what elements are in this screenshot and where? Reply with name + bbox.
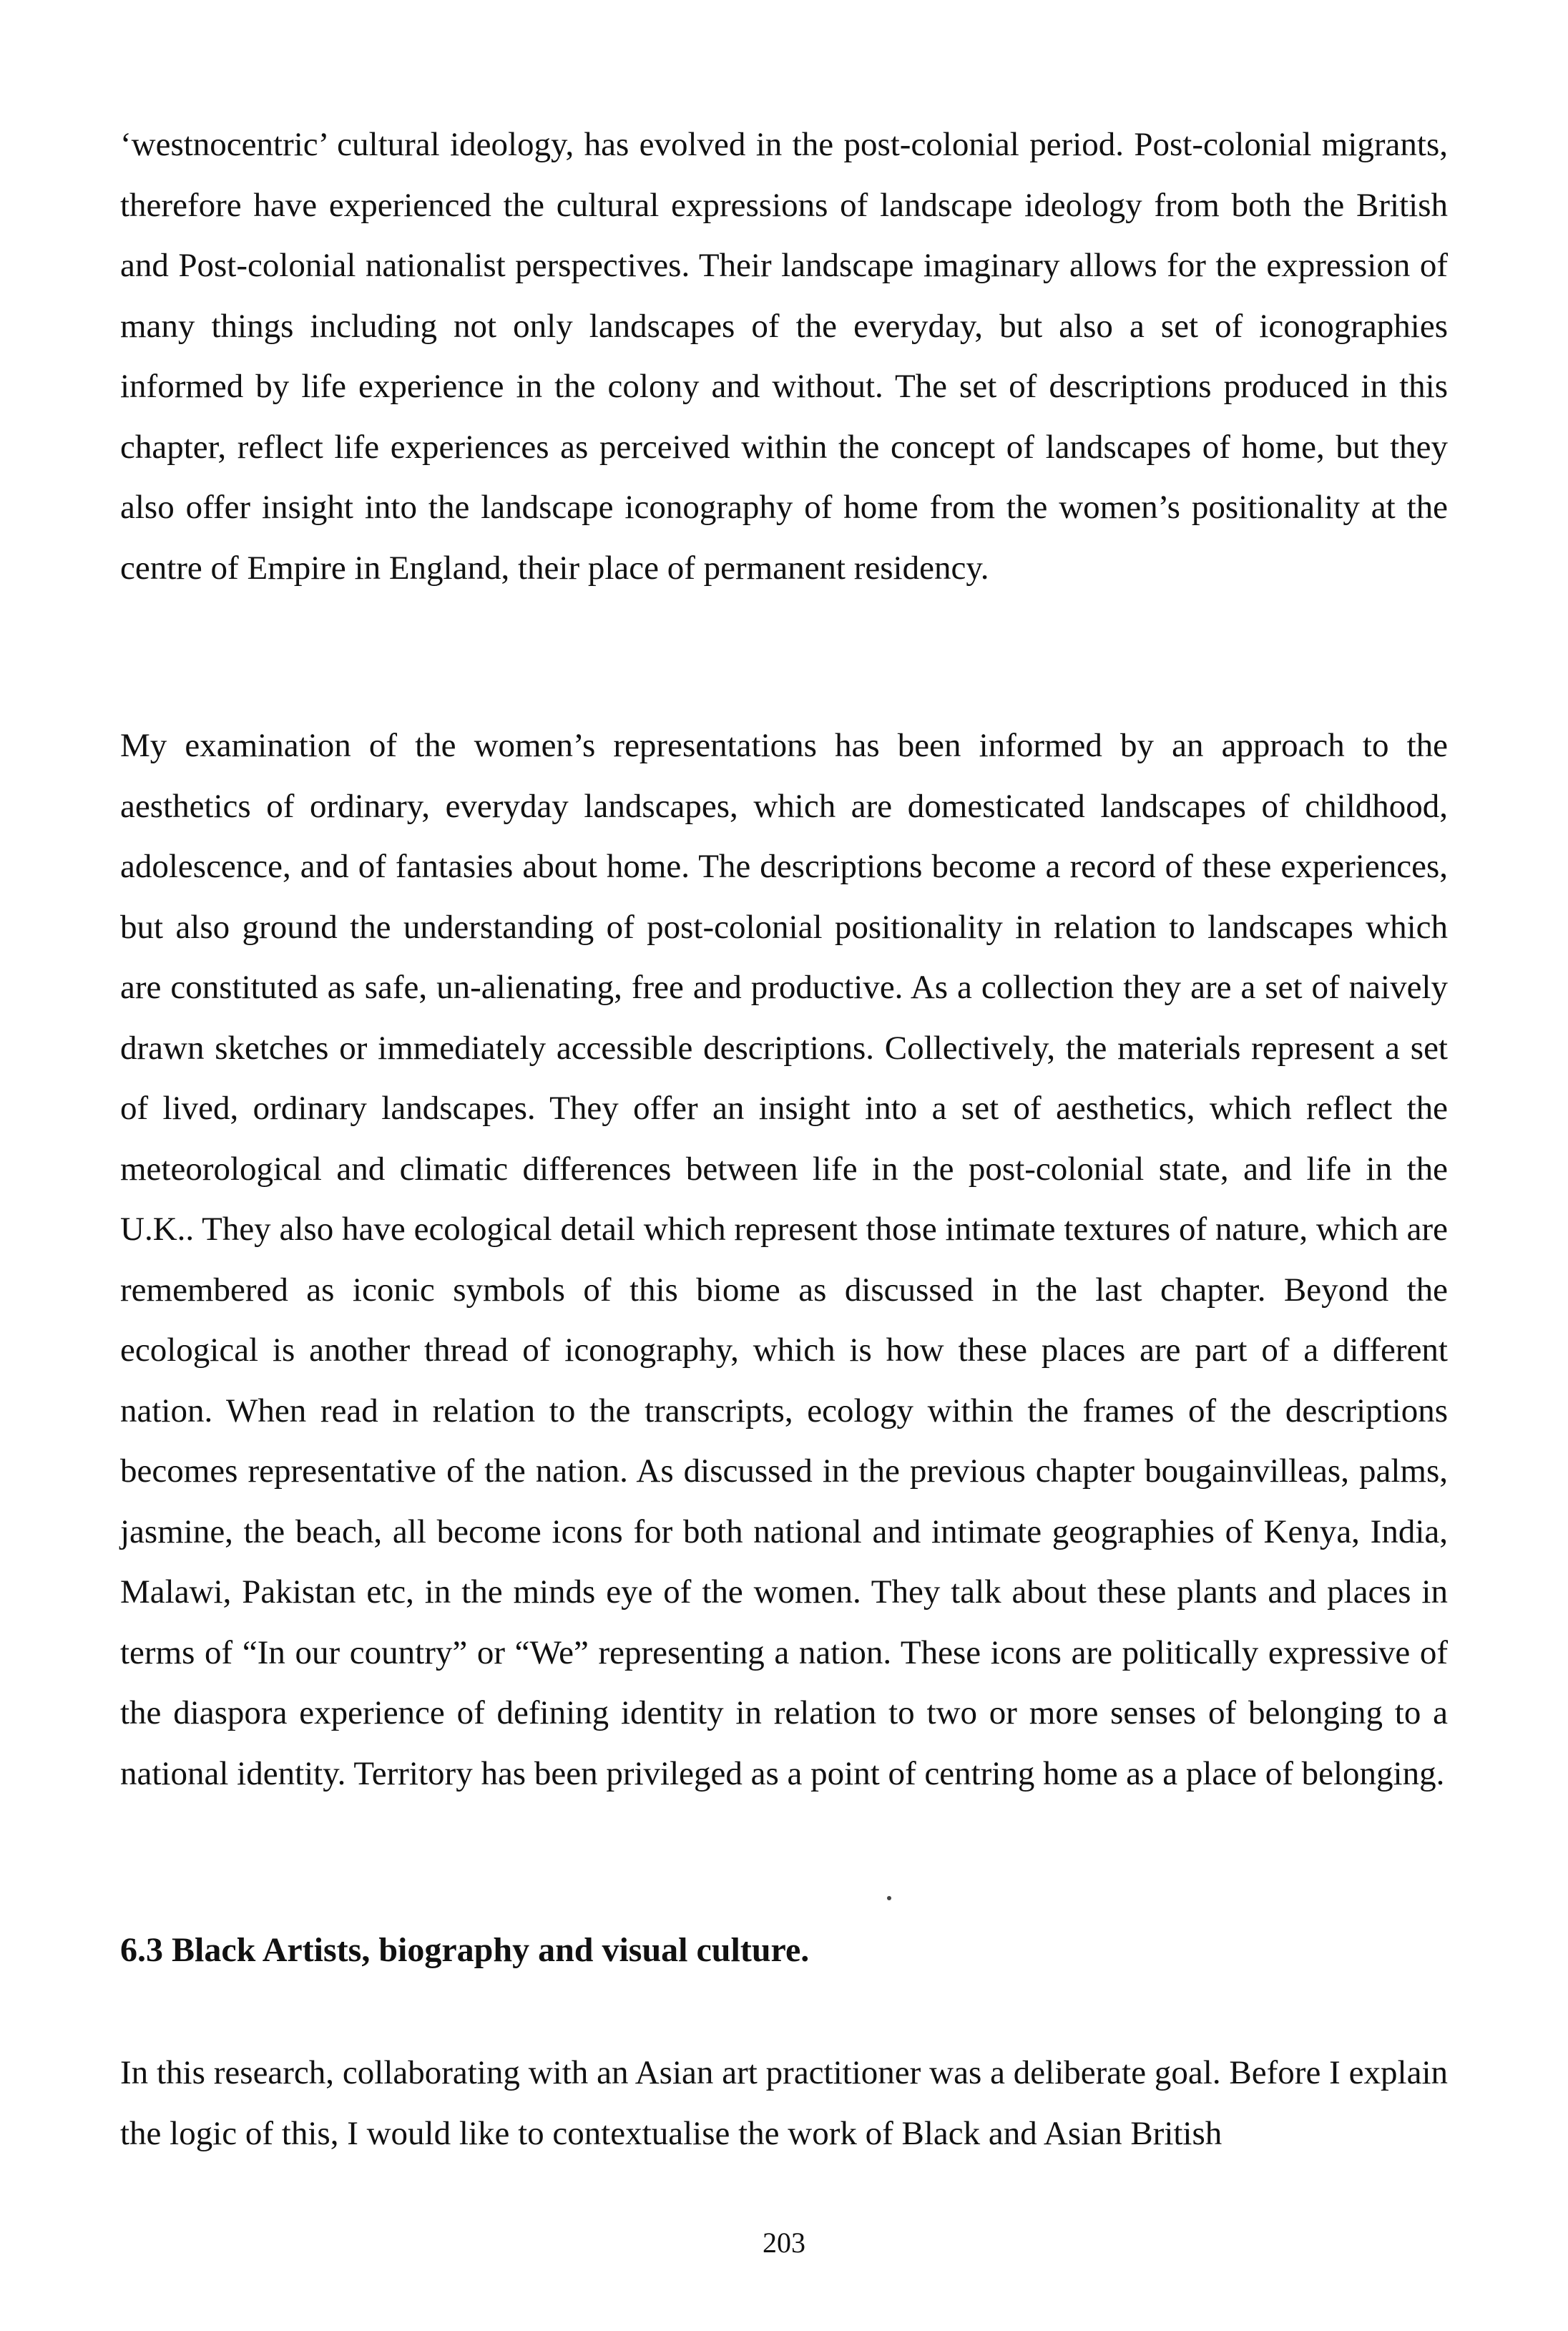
body-paragraph-2: My examination of the women’s representations has been informed by an approach to the aesthetics of ordinary, everyday landscapes, which are domesticated landscapes of childhood, adolescence, and of fantasies about home. The descriptions become a record of these experiences, but also ground the understanding of post-colonial positionality in relation to landscapes which are constituted as safe, un-alienating, free and productive. As a collection they are a set of naively drawn sketches or immediately accessible descriptions. Collectively, the materials represent a set of lived, ordinary landscapes. They offer an insight into a set of aesthetics, which reflect the meteorological and climatic differences between life in the post-colonial state, and life in the U.K.. They also have ecological detail which represent those intimate textures of nature, which are remembered as iconic symbols of this biome as discussed in the last chapter. Beyond the ecological is another thread of iconography, which is how these places are part of a different nation. When read in relation to the transcripts, ecology within the frames of the descriptions becomes representative of the nation. As discussed in the previous chapter bougainvilleas, palms, jasmine, the beach, all become icons for both national and intimate geographies of Kenya, India, Malawi, Pakistan etc, in the minds eye of the women. They talk about these plants and places in terms of “In our country” or “We” representing a nation. These icons are politically expressive of the diaspora experience of defining identity in relation to two or more senses of belonging to a national identity. Territory has been privileged as a point of centring home as a place of belonging. [120, 727, 1448, 1792]
scan-speck [887, 1896, 891, 1900]
section-heading: 6.3 Black Artists, biography and visual culture. [120, 1931, 810, 1969]
page-number: 203 [763, 2227, 805, 2259]
body-paragraph-3: In this research, collaborating with an Asian art practitioner was a deliberate goal. Before I explain the logic of this, I would like to contextualise the work of Black and Asian British [120, 2054, 1448, 2152]
body-paragraph-1: ‘westnocentric’ cultural ideology, has evolved in the post-colonial period. Post-colonial migrants, therefore have experienced the cultural expressions of landscape ideology from both the British and Post-colonial nationalist perspectives. Their landscape imaginary allows for the expression of many things including not only landscapes of the everyday, but also a set of iconographies informed by life experience in the colony and without. The set of descriptions produced in this chapter, reflect life experiences as perceived within the concept of landscapes of home, but they also offer insight into the landscape iconography of home from the women’s positionality at the centre of Empire in England, their place of permanent residency. [120, 126, 1448, 587]
